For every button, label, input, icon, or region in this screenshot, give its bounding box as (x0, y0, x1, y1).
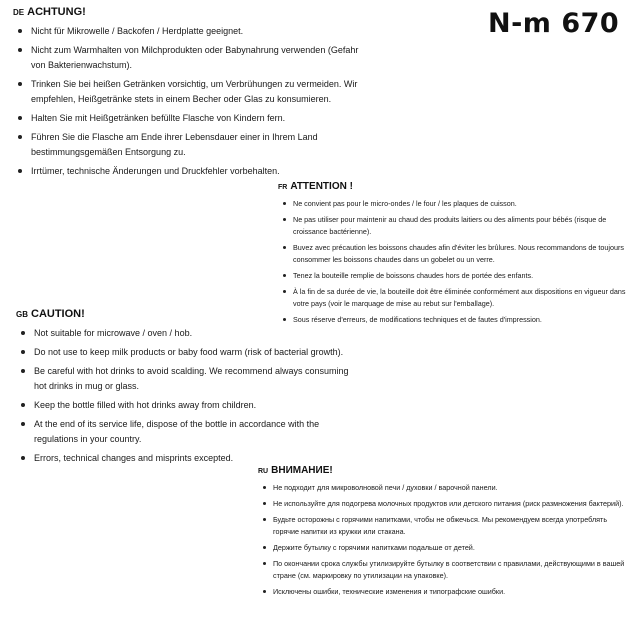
section-title: ACHTUNG! (27, 6, 86, 18)
language-code: DE (13, 8, 25, 17)
list-item: Be careful with hot drinks to avoid scalding. We recommend always consuming hot drinks in mug or glass. (16, 364, 356, 394)
warning-list (16, 326, 356, 466)
list-item: Keep the bottle filled with hot drinks away from children. (16, 398, 356, 413)
list-item: Tenez la bouteille remplie de boissons chaudes hors de portée des enfants. (278, 270, 628, 282)
list-item: Führen Sie die Flasche am Ende ihrer Lebensdauer einer in Ihrem Land bestimmungsgemäßen Entsorgung zu. (13, 130, 363, 160)
model-number: N-m 670 (488, 8, 620, 39)
warning-section-gb (16, 308, 356, 470)
list-item: Halten Sie mit Heißgetränken befüllte Flasche von Kindern fern. (13, 111, 363, 126)
list-item: Ne convient pas pour le micro-ondes / le four / les plaques de cuisson. (278, 198, 628, 210)
list-item: À la fin de sa durée de vie, la bouteille doit être éliminée conformément aux dispositions en vigueur dans votre pays (voir le marquage de mise au rebut sur l'emballage). (278, 286, 628, 310)
list-item: Не используйте для подогрева молочных продуктов или детского питания (риск размножения бактерий). (258, 498, 630, 510)
section-title: ВНИМАНИЕ! (271, 465, 333, 476)
list-item: Держите бутылку с горячими напитками подальше от детей. (258, 542, 630, 554)
warning-list (278, 198, 628, 326)
list-item: Do not use to keep milk products or baby food warm (risk of bacterial growth). (16, 345, 356, 360)
list-item: Trinken Sie bei heißen Getränken vorsichtig, um Verbrühungen zu vermeiden. Wir empfehlen, Heißgetränke stets in einem Becher oder Glas zu konsumieren. (13, 77, 363, 107)
language-code: RU (258, 468, 269, 475)
warning-section-de (13, 6, 363, 183)
list-item: Ne pas utiliser pour maintenir au chaud des produits laitiers ou des aliments pour bébés (risque de croissance bactérienne). (278, 214, 628, 238)
language-code: GB (16, 310, 28, 319)
language-code: FR (278, 184, 288, 191)
list-item: Исключены ошибки, технические изменения и типографские ошибки. (258, 586, 630, 598)
list-item: Не подходит для микроволновой печи / духовки / варочной панели. (258, 482, 630, 494)
list-item: Nicht für Mikrowelle / Backofen / Herdplatte geeignet. (13, 24, 363, 39)
section-title: ATTENTION ! (290, 181, 353, 192)
section-heading (16, 308, 356, 320)
section-heading (13, 6, 363, 18)
list-item: Not suitable for microwave / oven / hob. (16, 326, 356, 341)
list-item: По окончании срока службы утилизируйте бутылку в соответствии с правилами, действующими в вашей стране (см. маркировку по утилизации на упаковке). (258, 558, 630, 582)
warning-section-ru (258, 465, 630, 602)
list-item: Будьте осторожны с горячими напитками, чтобы не обжечься. Мы рекомендуем всегда употреблять горячие напитки из кружки или стакана. (258, 514, 630, 538)
list-item: Errors, technical changes and misprints excepted. (16, 451, 356, 466)
warning-list (258, 482, 630, 598)
list-item: Irrtümer, technische Änderungen und Druckfehler vorbehalten. (13, 164, 363, 179)
list-item: At the end of its service life, dispose of the bottle in accordance with the regulations in your country. (16, 417, 356, 447)
section-heading (278, 181, 628, 192)
list-item: Nicht zum Warmhalten von Milchprodukten oder Babynahrung verwenden (Gefahr von Bakterienwachstum). (13, 43, 363, 73)
list-item: Sous réserve d'erreurs, de modifications techniques et de fautes d'impression. (278, 314, 628, 326)
section-title: CAUTION! (31, 308, 85, 320)
section-heading (258, 465, 630, 476)
warning-list (13, 24, 363, 179)
list-item: Buvez avec précaution les boissons chaudes afin d'éviter les brûlures. Nous recommandons de toujours consommer les boissons chaudes dans un gobelet ou un verre. (278, 242, 628, 266)
